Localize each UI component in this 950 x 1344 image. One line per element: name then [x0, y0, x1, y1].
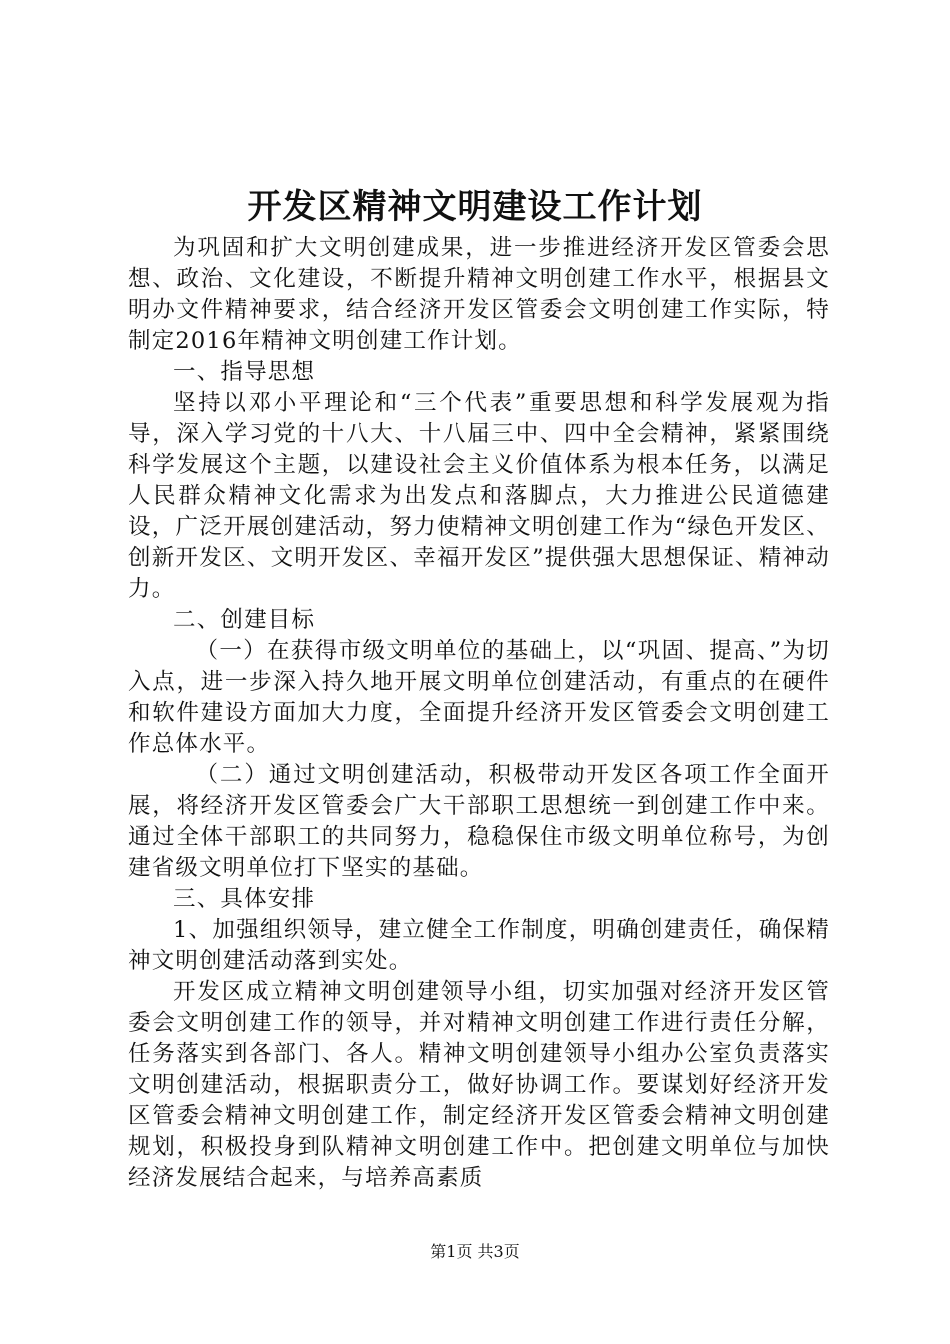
arrangement-item-1: 1、加强组织领导，建立健全工作制度，明确创建责任，确保精神文明创建活动落到实处。: [128, 917, 830, 974]
document-body: [128, 233, 830, 1194]
section-heading-guiding-thought: 一、指导思想: [173, 359, 316, 385]
document-title: 开发区精神文明建设工作计划: [247, 187, 703, 227]
goal-item-2: （二）通过文明创建活动，积极带动开发区各项工作全面开展，将经济开发区管委会广大干部职工思想统一到创建工作中来。通过全体干部职工的共同努力，稳稳保住市级文明单位称号，为创建省级文明单位打下坚实的基础。: [128, 762, 830, 881]
arrangement-detail-paragraph: 开发区成立精神文明创建领导小组，切实加强对经济开发区管委会文明创建工作的领导，并对精神文明创建工作进行责任分解，任务落实到各部门、各人。精神文明创建领导小组办公室负责落实文明创建活动，根据职责分工，做好协调工作。要谋划好经济开发区管委会精神文明创建工作，制定经济开发区管委会精神文明创建规划，积极投身到队精神文明创建工作中。把创建文明单位与加快经济发展结合起来，与培养高素质: [128, 979, 830, 1191]
section-heading-arrangements: 三、具体安排: [173, 886, 316, 912]
intro-paragraph: 为巩固和扩大文明创建成果，进一步推进经济开发区管委会思想、政治、文化建设，不断提升精神文明创建工作水平，根据县文明办文件精神要求，结合经济开发区管委会文明创建工作实际，特制定2016年精神文明创建工作计划。: [128, 235, 830, 354]
section-heading-goals: 二、创建目标: [173, 607, 316, 633]
page-footer: 第1页 共3页: [430, 1242, 520, 1261]
guiding-thought-paragraph: 坚持以邓小平理论和“三个代表”重要思想和科学发展观为指导，深入学习党的十八大、十八届三中、四中全会精神，紧紧围绕科学发展这个主题，以建设社会主义价值体系为根本任务，以满足人民群众精神文化需求为出发点和落脚点，大力推进公民道德建设，广泛开展创建活动，努力使精神文明创建工作为“绿色开发区、创新开发区、文明开发区、幸福开发区”提供强大思想保证、精神动力。: [128, 390, 830, 602]
goal-item-1: （一）在获得市级文明单位的基础上，以“巩固、提高、”为切入点，进一步深入持久地开展文明单位创建活动，有重点的在硬件和软件建设方面加大力度，全面提升经济开发区管委会文明创建工作总体水平。: [128, 638, 830, 757]
